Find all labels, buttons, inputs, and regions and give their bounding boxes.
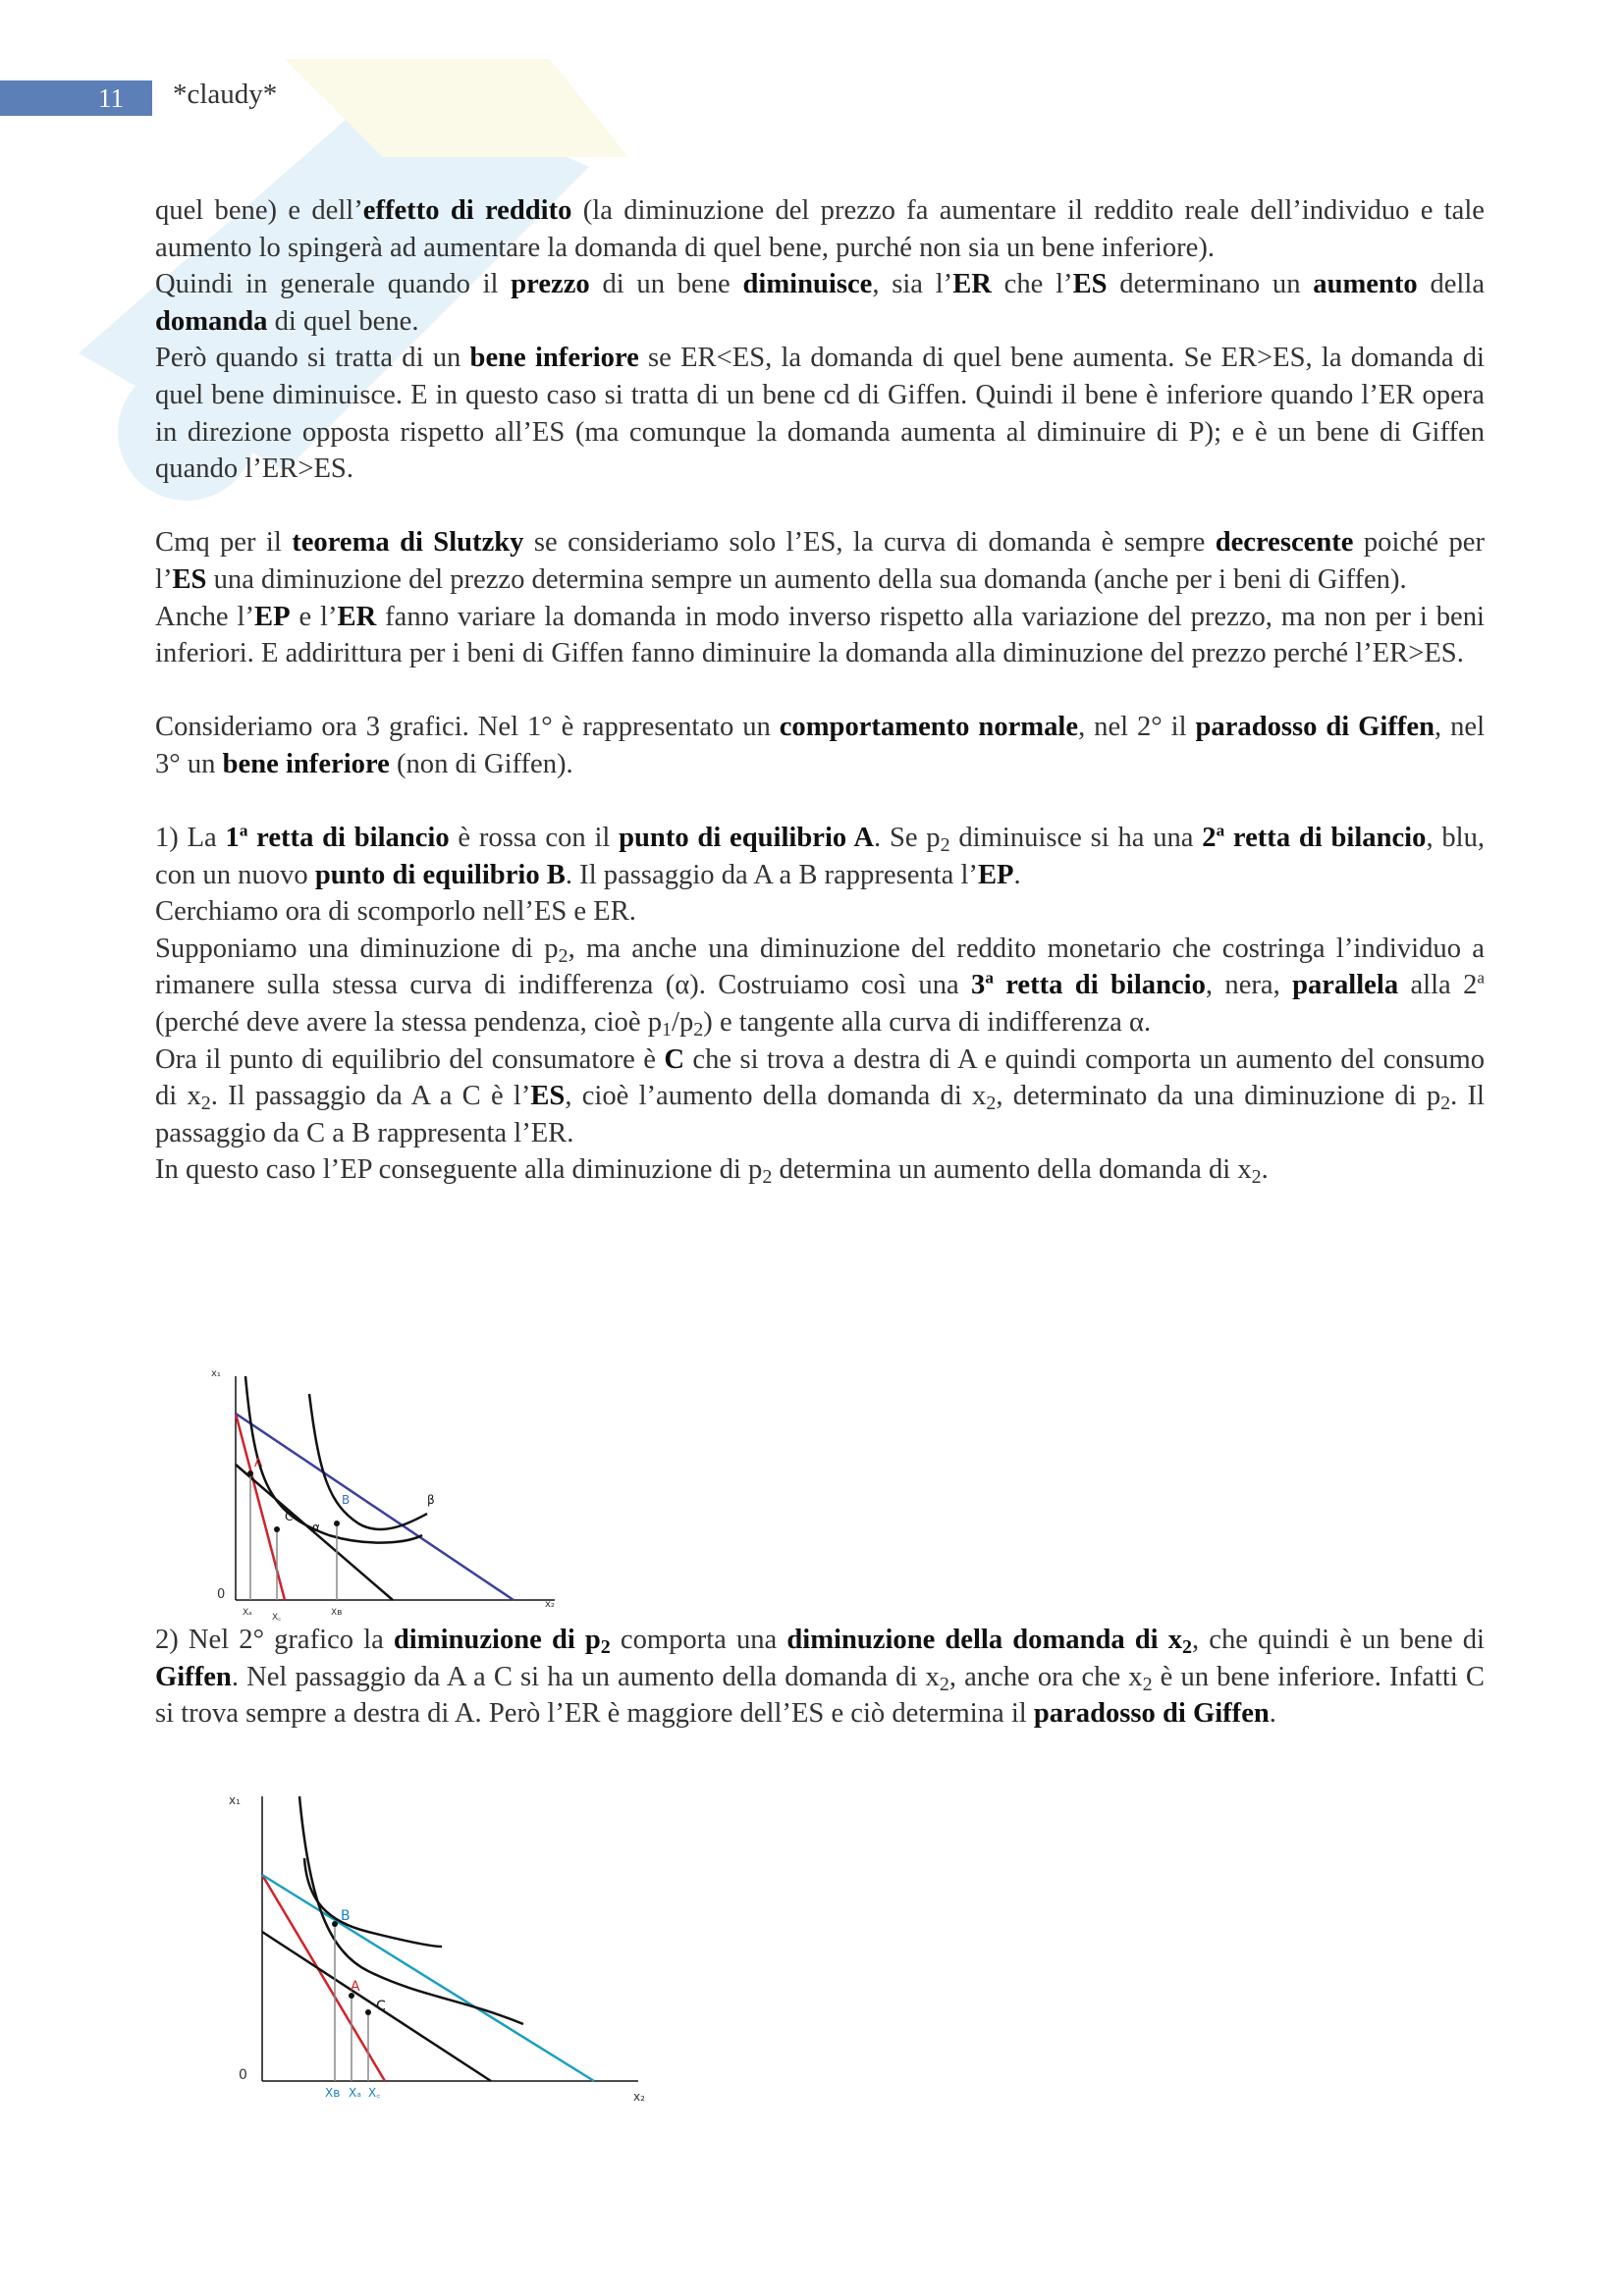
x-tick-c: X꜀	[368, 2086, 381, 2100]
paragraph-p6: Consideriamo ora 3 grafici. Nel 1° è rappresentato un comportamento normale, nel 2° il paradosso di Giffen, nel 3° un bene inferiore (non di Giffen).	[155, 712, 1486, 779]
body-text	[155, 192, 1485, 1189]
author-header: *claudy*	[173, 79, 278, 110]
x-tick-b: Xʙ	[325, 2086, 341, 2100]
paragraph-gap	[155, 488, 1485, 525]
label-point-c: C	[285, 1510, 294, 1523]
label-point-c: C	[376, 1999, 386, 2014]
x-tick-a: Xₐ	[349, 2086, 361, 2100]
label-point-a: A	[254, 1456, 263, 1469]
x-axis-label: x₂	[545, 1599, 555, 1610]
x-tick-b: Xʙ	[331, 1608, 343, 1618]
paragraph-p9: Supponiamo una diminuzione di $p_2$, ma anche una diminuzione del reddito monetario che costringa l’individuo a rimanere sulla stessa curva di indifferenza (α). Costruiamo così una 3$^a$ retta di bilancio, nera, parallela alla 2$^a$ (perché deve avere la stessa pendenza, cioè $p_1/p_2$) e tangente alla curva di indifferenza α.	[155, 933, 1486, 1041]
point-c	[274, 1526, 280, 1532]
paragraph-p8: Cerchiamo ora di scomporlo nell’ES e ER.	[155, 896, 636, 928]
paragraph-p1: quel bene) e dell’effetto di reddito (la diminuzione del prezzo fa aumentare il reddito reale dell’individuo e tale aumento lo spingerà ad aumentare la domanda di quel bene, purché non sia un bene inferiore).	[155, 195, 1485, 263]
budget-line-2-cyan	[262, 1875, 594, 2081]
point-a	[247, 1470, 253, 1476]
label-beta: β	[427, 1493, 435, 1507]
indifference-curve-beta	[309, 1394, 427, 1529]
paragraph-gap	[155, 783, 1485, 821]
point-c	[365, 2009, 371, 2015]
paragraph-p11: In questo caso l’EP conseguente alla diminuzione di $p_2$ determina un aumento della domanda di $x_2$.	[155, 1154, 1269, 1189]
paragraph-p3: Però quando si tratta di un bene inferiore se ER<ES, la domanda di quel bene aumenta. Se ER>ES, la domanda di quel bene diminuisce. E in questo caso si tratta di un bene cd di Giffen. Quindi il bene è inferiore quando l’ER opera in direzione opposta rispetto all’ES (ma comunque la domanda aumenta al diminuire di P); e è un bene di Giffen quando l’ER>ES.	[155, 343, 1485, 485]
x-tick-a: Xₐ	[243, 1608, 252, 1618]
paragraph-gap	[155, 672, 1485, 710]
figure-2-giffen-paradox	[221, 1785, 663, 2109]
label-point-b: B	[342, 1493, 351, 1507]
paragraph-p2: Quindi in generale quando il prezzo di un bene diminuisce, sia l’ER che l’ES determinano un aumento della domanda di quel bene.	[155, 269, 1486, 337]
paragraph-p4: Cmq per il teorema di Slutzky se consideriamo solo l’ES, la curva di domanda è sempre decrescente poiché per l’ES una diminuzione del prezzo determina sempre un aumento della sua domanda (anche per i beni di Giffen).	[155, 527, 1485, 595]
x-axis-label: x₂	[633, 2090, 645, 2104]
paragraph-p5: Anche l’EP e l’ER fanno variare la domanda in modo inverso rispetto alla variazione del prezzo, ma non per i beni inferiori. E addirittura per i beni di Giffen fanno diminuire la domanda alla diminuzione del prezzo perché l’ER>ES.	[155, 601, 1485, 669]
paragraph-p7: 1) La 1$^a$ retta di bilancio è rossa con il punto di equilibrio A. Se $p_2$ diminuisce si ha una 2$^a$ retta di bilancio, blu, con un nuovo punto di equilibrio B. Il passaggio da A a B rappresenta l’EP.	[155, 821, 1486, 890]
body-text-after-figure-1	[155, 1622, 1485, 1733]
indifference-curve-alpha	[245, 1376, 422, 1543]
paragraph-p10: Ora il punto di equilibrio del consumatore è C che si trova a destra di A e quindi comporta un aumento del consumo di $x_2$. Il passaggio da A a C è l’ES, cioè l’aumento della domanda di $x_2$, determinato da una diminuzione di $p_2$. Il passaggio da C a B rappresenta l’ER.	[155, 1043, 1485, 1148]
label-point-b: B	[341, 1908, 351, 1924]
origin-label: 0	[217, 1587, 226, 1602]
point-b	[332, 1921, 338, 1927]
indifference-curve-2	[304, 1858, 442, 1947]
page-number: 11	[98, 83, 124, 113]
figure-1-normal-behavior	[201, 1366, 574, 1622]
paragraph-p12: 2) Nel 2° grafico la diminuzione di $p_2$ comporta una diminuzione della domanda di $x_2$, che quindi è un bene di Giffen. Nel passaggio da A a C si ha un aumento della domanda di $x_2$, anche ora che $x_2$ è un bene inferiore. Infatti C si trova sempre a destra di A. Però l’ER è maggiore dell’ES e ciò determina il paradosso di Giffen.	[155, 1625, 1485, 1730]
origin-label: 0	[239, 2067, 247, 2083]
y-axis-label: x₁	[229, 1793, 241, 1807]
indifference-curve-1	[299, 1796, 523, 2024]
x-tick-c: X꜀	[272, 1613, 282, 1622]
point-b	[334, 1521, 340, 1526]
budget-line-1-red	[262, 1875, 385, 2081]
label-alpha: α	[312, 1521, 320, 1534]
y-axis-label: x₁	[211, 1368, 221, 1379]
label-point-a: A	[351, 1979, 360, 1995]
